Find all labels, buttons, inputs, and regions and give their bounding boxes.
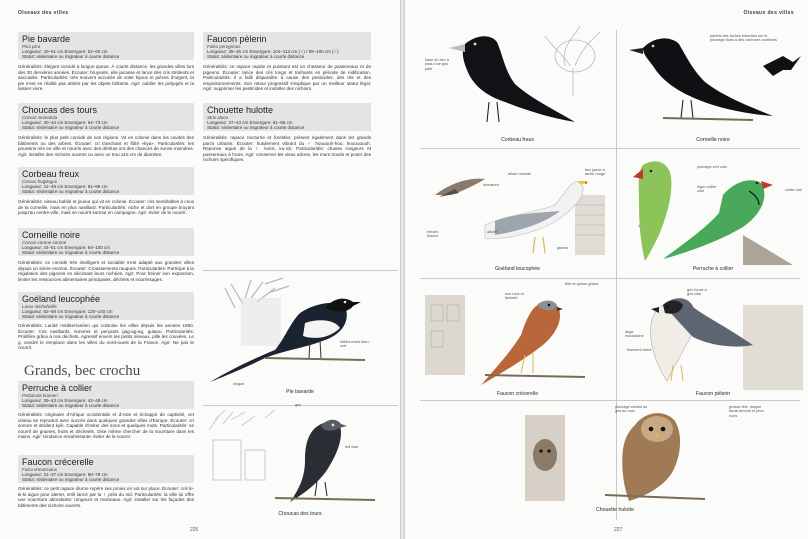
species-header-hulotte xyxy=(203,103,371,131)
annotation: miroirs blancs xyxy=(427,230,439,239)
species-dims: Longueur: 44–51 cm Envergure: 84–100 cm xyxy=(22,245,111,250)
species-text-pie: Généralités: élégant corvidé à longue queue. À courte distance, les grandes villes lors des 30 dernières années. Écouter: bruyante, elle jacasse et lance des cris stridents et saccadés. Particularités: très souvent accusée de voler bijoux et pièces d'argent, la pie n'est en réalité pas attirée par les objets brillants. Agir: oublier les préjugés et la laisser vivre. xyxy=(18,64,194,92)
species-name: Faucon pèlerin xyxy=(207,34,267,44)
annotation: large moustache xyxy=(625,330,644,339)
species-text-corbeau: Généralités: oiseau habile et joueur qui vit en colonie. Écouter: cris semblables à ceux de la corneille, mais en plus nasillard. Particularités: niche et dort en groupe bruyant jusqu'au centre-ville, mais se nourrit surtout en campagne. Agir: éviter de le nourrir. xyxy=(18,199,194,216)
annotation: finement barré xyxy=(627,348,652,352)
species-status: Statut: sédentaire ou migrateur à courte distance xyxy=(207,54,305,59)
species-header-pie xyxy=(18,32,194,60)
species-latin: Falco tinnunculus xyxy=(22,467,58,472)
species-name: Corneille noire xyxy=(22,230,81,240)
species-latin: Corvus frugilegus xyxy=(22,179,58,184)
annotation: gris xyxy=(295,403,302,407)
species-name: Choucas des tours xyxy=(22,105,98,115)
species-status: Statut: sédentaire ou migrateur à courte distance xyxy=(22,250,120,255)
annotation: bec jaune à tache rouge xyxy=(585,168,606,177)
row-divider xyxy=(420,148,800,149)
species-dims: Longueur: 38–45 cm Envergure: 104–113 cm (♀) / 89–100 cm (♂) xyxy=(207,49,339,54)
species-status: Statut: sédentaire ou migrateur à courte distance xyxy=(22,314,120,319)
species-text-pelerin: Généralités: ce rapace rapide et puissant est un chasseur de passereaux et de pigeons. Écouter: lance des cris longs et traînants en période de nidification. Particularités: il a failli disparaître à cause des pesticides, des tirs et des empoisonnements. Son retour progressif s'explique par un meilleur statut légal. Agir: supprimer les pesticides et installer des nichoirs. xyxy=(203,64,371,92)
figure-caption: Choucas des tours xyxy=(278,511,322,517)
figure-caption: Goéland leucophée xyxy=(495,266,540,272)
jackdaw-illustration xyxy=(205,410,395,508)
species-status: Statut: sédentaire ou migrateur à courte distance xyxy=(22,54,120,59)
species-header-choucas xyxy=(18,103,194,131)
annotation: grosse tête, disque facial arrondi et yeux noirs xyxy=(729,405,765,418)
left-page xyxy=(0,0,400,539)
annotation: adulte xyxy=(487,230,498,234)
figure-caption: Corneille noire xyxy=(696,137,730,143)
species-header-corbeau xyxy=(18,167,194,195)
magpie-illustration xyxy=(205,278,395,388)
annotation: immature xyxy=(483,183,499,187)
annotation: plumage variant du gris au roux xyxy=(615,405,648,414)
species-text-crecerelle: Généralités: ce petit rapace diurne repère ses proies en vol sur place. Écouter: cris ki-ki-ki aigus pour alerter, vrrill lancé par la ♀ près du nid. Particularités: la ville lui offre une nourriture abondante: rongeurs et moineaux. Agir: installer sur les façades des bâtiments des nichoirs ouverts. xyxy=(18,486,194,508)
annotation: dos roux et tacheté xyxy=(505,292,524,301)
species-text-corneille: Généralités: ce corvidé très intelligent et sociable s'est adapté aux grandes villes depuis un siècle environ. Écouter: Croassements rauques. Particularités: Participe à la régulation des pigeons en décimant leurs nichées. Agir: Pour freiner son expansion, limiter les ressources alimentaires principales; déchets et nourrissages. xyxy=(18,260,194,282)
species-latin: Corvus monedula xyxy=(22,115,58,120)
species-name: Pie bavarde xyxy=(22,34,71,44)
annotation: reflets irisés bleu-vert xyxy=(340,340,370,349)
species-dims: Longueur: 41–49 cm Envergure: 81–99 cm xyxy=(22,184,108,189)
species-text-perruche: Généralités: originaire d'Afrique occidentale et d'Asie et échappé de captivité, cet oiseau se reproduit avec succès dans quelques grandes villes d'Europe. Écouter: cri sonore et strident kyik. Capable d'imiter des sons et quelques mots. Particularités: se nourrit de graines, fruits et décheels. Oise même chercher de la nourriture dans les mains. Agir: tendance envahissante: éviter de la nourrir. xyxy=(18,412,194,440)
annotation: tête et queue grises xyxy=(565,282,599,286)
right-page xyxy=(405,0,808,539)
figure-caption: Perruche à collier xyxy=(692,266,734,272)
annotation: allure robuste xyxy=(508,172,532,176)
species-status: Statut: sédentaire ou migrateur à courte distance xyxy=(22,125,120,130)
species-latin: Pica pica xyxy=(22,44,41,49)
row-divider xyxy=(420,278,800,279)
species-header-perruche xyxy=(18,381,194,409)
annotation: plumage vert clair xyxy=(697,165,727,169)
species-dims: Longueur: 52–58 cm Envergure: 120–140 cm xyxy=(22,309,113,314)
running-head: Oiseaux des villes xyxy=(18,10,69,16)
species-name: Chouette hulotte xyxy=(207,105,274,115)
annotation: jaunes xyxy=(557,246,569,250)
species-status: Statut: sédentaire ou migrateur à courte distance xyxy=(22,189,120,194)
species-header-goeland xyxy=(18,292,194,320)
species-name: Perruche à collier xyxy=(22,383,93,393)
species-latin: Corvus corone corone xyxy=(22,240,67,245)
row-divider xyxy=(420,400,800,401)
species-status: Statut: sédentaire ou migrateur à courte distance xyxy=(22,477,120,482)
annotation: œil clair xyxy=(345,445,359,449)
species-status: Statut: sédentaire ou migrateur à courte distance xyxy=(22,403,120,408)
species-text-goeland: Généralités: Laridé méditerranéen qui colonise les villes depuis les années 1960. Écouter: Cris nasillards, sonores et perçants gag-ag-ag, gulaou. Particularités: Prolifère grâce à nos déchets. Agressif envers les petits oiseaux, pille les couvées. Le g. cendré le remplace dans les villes du nord-ouest de la France. Agir: Ne pas le nourrir. xyxy=(18,323,194,351)
species-text-choucas: Généralités: le plus petit corvidé de nos régions. Vit en colonie dans les cavités des bâtiments ou des arbres. Écouter: cri tranchant et flûté «kya». Particularités: les poussins nés en ville et nourris avec des détritus ont des chances de survie moindres. Agir: installer des nichoirs ouverts ou avec un trou ≥15 cm de diamètre. xyxy=(18,135,194,157)
parakeet-illustration xyxy=(623,155,803,265)
section-title: Grands, bec crochu xyxy=(24,363,141,379)
annotation: base du bec à peau nue gris pâle xyxy=(425,58,449,71)
annotation: collier noir xyxy=(785,188,803,192)
species-latin: Strix aluco xyxy=(207,115,229,120)
species-name: Corbeau freux xyxy=(22,169,80,179)
annotation: parfois des taches blanches sur le plumage dues à des carences nutritives xyxy=(710,34,777,43)
figure-divider xyxy=(203,270,398,271)
species-header-corneille xyxy=(18,228,194,256)
species-latin: Larus michahellis xyxy=(22,304,57,309)
figure-caption: Corbeau freux xyxy=(501,137,534,143)
page-number: 227 xyxy=(614,527,623,533)
species-header-crecerelle xyxy=(18,455,194,483)
species-latin: Psittacula krameri xyxy=(22,393,58,398)
species-name: Faucon crécerelle xyxy=(22,457,94,467)
figure-caption: Faucon pèlerin xyxy=(695,391,731,397)
species-text-hulotte: Généralités: rapace nocturne et forestier, présent également dans les grands parcs urbains. Écouter: hululement vibrant du ♂ houuouh-hou, houououuh. Réponse aiguë de la ♀ kvick, ku-ick. Particularités: chasse rongeurs et passereaux à l'ouïe. Agir: conserver les vieux arbres, les murs troués et poser des nichoirs spécifiques. xyxy=(203,135,371,163)
annotation: ♀ xyxy=(637,224,642,230)
species-dims: Longueur: 30–34 cm Envergure: 64–73 cm xyxy=(22,120,108,125)
species-header-pelerin xyxy=(203,32,371,60)
page-number: 226 xyxy=(190,527,199,533)
species-name: Goéland leucophée xyxy=(22,294,101,304)
figure-caption: Pie bavarde xyxy=(286,389,314,395)
species-latin: Falco peregrinus xyxy=(207,44,241,49)
species-dims: Longueur: 39–43 cm Envergure: 42–48 cm xyxy=(22,398,108,403)
annotation: léger collier clair xyxy=(697,185,717,194)
rook-illustration xyxy=(425,26,610,134)
species-dims: Longueur: 40–51 cm Envergure: 52–60 cm xyxy=(22,49,108,54)
running-head: Oiseaux des villes xyxy=(743,10,794,16)
annotation: longue xyxy=(233,382,245,386)
species-status: Statut: sédentaire ou migrateur à courte distance xyxy=(207,125,305,130)
species-dims: Longueur: 37–43 cm Envergure: 81–96 cm xyxy=(207,120,293,125)
figure-caption: Faucon crécerelle xyxy=(496,391,539,397)
tawny-owl-illustration xyxy=(505,405,715,505)
annotation: gris foncé à gris clair xyxy=(687,288,707,297)
species-dims: Longueur: 31–37 cm Envergure: 68–78 cm xyxy=(22,472,108,477)
figure-caption: Chouette hulotte xyxy=(595,507,635,513)
